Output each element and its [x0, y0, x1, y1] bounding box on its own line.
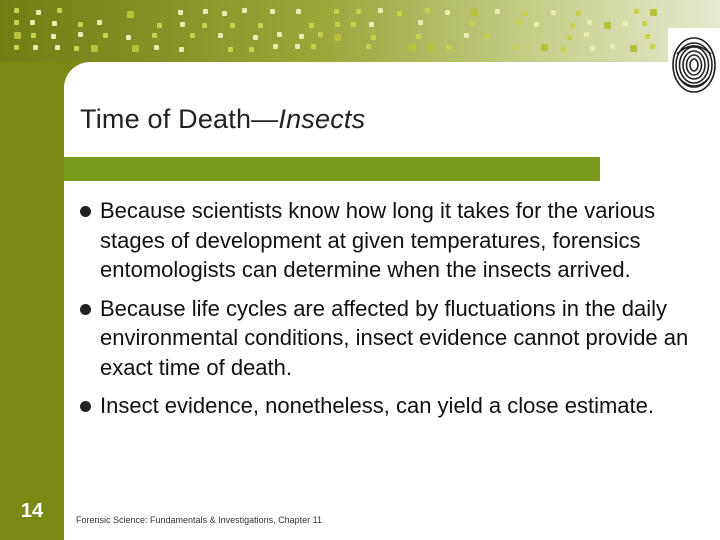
decorative-dot — [296, 9, 301, 14]
title-main: Time of Death— — [80, 104, 279, 134]
decorative-dot — [516, 20, 521, 25]
decorative-dot — [587, 20, 592, 25]
decorative-dot — [561, 47, 566, 52]
decorative-dot — [52, 21, 57, 26]
decorative-dot — [91, 45, 98, 52]
decorative-dot — [378, 8, 383, 13]
decorative-dot — [273, 44, 278, 49]
decorative-dot — [33, 45, 38, 50]
decorative-dot — [523, 11, 528, 16]
decorative-dot — [416, 34, 421, 39]
left-sidebar-bar — [0, 62, 64, 540]
decorative-dot — [97, 20, 102, 25]
decorative-dot — [74, 46, 79, 51]
decorative-dot — [623, 21, 628, 26]
decorative-dot — [630, 45, 637, 52]
decorative-dot — [634, 9, 639, 14]
decorative-dot — [36, 10, 41, 15]
decorative-dot — [152, 33, 157, 38]
decorative-dot — [425, 8, 430, 13]
decorative-dot — [253, 35, 258, 40]
decorative-dot — [132, 45, 139, 52]
fingerprint-badge — [668, 28, 720, 102]
decorative-dot — [203, 9, 208, 14]
decorative-dot — [127, 11, 134, 18]
decorative-dot — [576, 11, 581, 16]
decorative-dot — [427, 44, 434, 51]
decorative-dot — [371, 35, 376, 40]
decorative-dot — [78, 22, 83, 27]
decorative-dot — [55, 45, 60, 50]
decorative-dot — [409, 44, 416, 51]
decorative-dot — [277, 32, 282, 37]
decorative-dot — [650, 44, 655, 49]
decorative-dot — [471, 9, 478, 16]
decorative-dot — [190, 33, 195, 38]
decorative-dot — [495, 9, 500, 14]
decorative-dot — [534, 22, 539, 27]
decorative-dot — [78, 32, 83, 37]
decorative-dot — [30, 20, 35, 25]
title-underline-bar — [64, 157, 600, 181]
decorative-dot — [369, 22, 374, 27]
decorative-dot — [445, 10, 450, 15]
decorative-dot — [309, 23, 314, 28]
decorative-dot — [14, 20, 19, 25]
decorative-dot — [570, 23, 575, 28]
decorative-dot-pattern — [0, 0, 720, 62]
decorative-dot — [334, 9, 339, 14]
decorative-dot — [103, 33, 108, 38]
slide-title — [80, 104, 365, 135]
decorative-dot — [335, 22, 340, 27]
decorative-dot — [157, 23, 162, 28]
decorative-dot — [642, 21, 647, 26]
decorative-dot — [270, 9, 275, 14]
decorative-dot — [541, 44, 548, 51]
decorative-dot — [51, 34, 56, 39]
decorative-dot — [178, 10, 183, 15]
decorative-dot — [551, 10, 556, 15]
decorative-dot — [418, 20, 423, 25]
bullet-text: Insect evidence, nonetheless, can yield a close estimate. — [100, 393, 654, 418]
bullet-dot-icon — [80, 206, 91, 217]
decorative-dot — [645, 34, 650, 39]
decorative-dot — [311, 44, 316, 49]
decorative-dot — [351, 22, 356, 27]
page-number: 14 — [20, 500, 44, 522]
decorative-dot — [610, 44, 615, 49]
bullet-dot-icon — [80, 304, 91, 315]
fingerprint-icon — [671, 34, 717, 96]
decorative-dot — [469, 21, 474, 26]
decorative-dot — [14, 8, 19, 13]
bullet-list — [80, 196, 700, 430]
bullet-text: Because life cycles are affected by fluctuations in the daily environmental conditions, insect evidence cannot provide an exact time of death. — [100, 295, 689, 380]
decorative-dot — [126, 35, 131, 40]
decorative-dot — [567, 35, 572, 40]
decorative-dot — [397, 11, 402, 16]
decorative-dot — [228, 47, 233, 52]
decorative-dot — [180, 22, 185, 27]
decorative-dot — [258, 23, 263, 28]
decorative-dot — [484, 34, 489, 39]
footer-text: Forensic Science: Fundamentals & Investigations, Chapter 11 — [76, 515, 322, 525]
decorative-dot — [14, 32, 21, 39]
decorative-dot — [464, 33, 469, 38]
decorative-dot — [334, 34, 341, 41]
decorative-dot — [242, 8, 247, 13]
bullet-item — [80, 391, 700, 421]
bullet-item — [80, 294, 700, 383]
decorative-dot — [295, 44, 300, 49]
decorative-dot — [299, 34, 304, 39]
decorative-dot — [650, 9, 657, 16]
decorative-dot — [57, 8, 62, 13]
decorative-dot — [513, 45, 518, 50]
decorative-dot — [604, 22, 611, 29]
bullet-item — [80, 196, 700, 285]
decorative-dot — [318, 32, 323, 37]
decorative-dot — [366, 44, 371, 49]
decorative-dot — [446, 45, 451, 50]
bullet-dot-icon — [80, 401, 91, 412]
decorative-dot — [179, 47, 184, 52]
decorative-dot — [202, 23, 207, 28]
decorative-dot — [590, 46, 595, 51]
decorative-dot — [584, 32, 589, 37]
decorative-dot — [31, 33, 36, 38]
bullet-text: Because scientists know how long it takes for the various stages of development at given temperatures, forensics entomologists can determine when the insects arrived. — [100, 198, 656, 282]
decorative-dot — [14, 45, 19, 50]
decorative-dot — [249, 47, 254, 52]
decorative-dot — [218, 33, 223, 38]
decorative-dot — [230, 23, 235, 28]
decorative-dot — [222, 11, 227, 16]
decorative-dot — [356, 9, 361, 14]
decorative-dot — [154, 45, 159, 50]
title-italic: Insects — [278, 104, 366, 134]
